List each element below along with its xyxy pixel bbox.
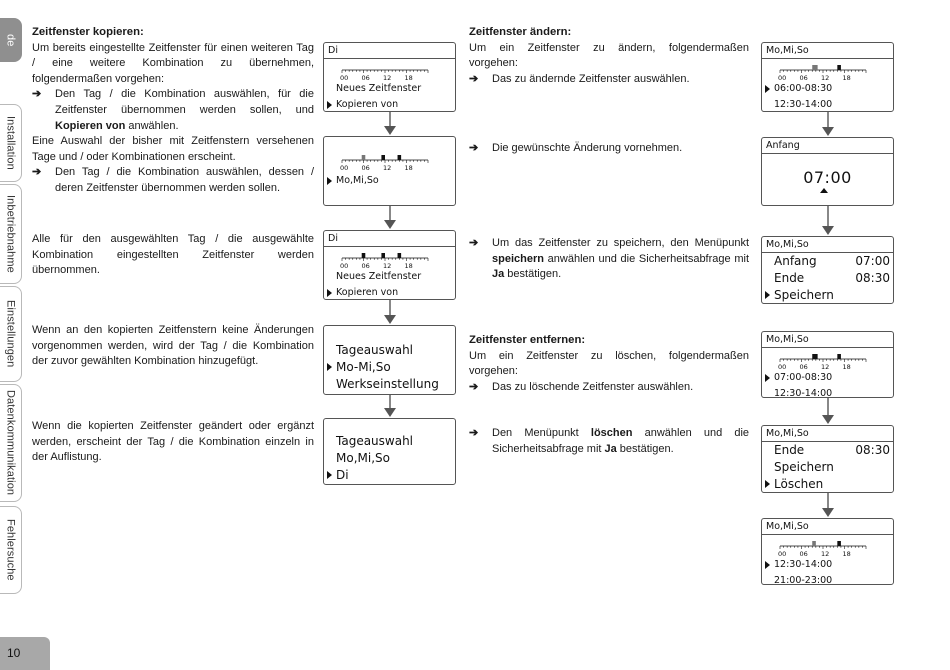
tab-de[interactable] <box>0 18 22 62</box>
heading-change: Zeitfenster ändern: <box>469 26 572 38</box>
screen-remove-1 <box>761 331 894 398</box>
change-step-3-a: Um das Zeitfenster zu speichern, den Menüpunkt <box>492 237 749 249</box>
time-value[interactable]: 07:00 <box>803 168 852 187</box>
timeline-label: 12 <box>383 74 392 82</box>
tab-inbetriebnahme-label: Inbetriebnahme <box>4 195 17 273</box>
timeline-label: 12 <box>821 363 830 371</box>
timeline-label: 12 <box>821 550 830 558</box>
copy-step-1-text <box>55 87 314 134</box>
timeline-label: 06 <box>799 550 808 558</box>
copy-para-2: Eine Auswahl der bisher mit Zeitfenstern versehenen Tage und / oder Kombinationen erscheint. <box>32 135 314 163</box>
remove-step-2-text <box>492 426 749 457</box>
timeline-segment <box>398 155 402 160</box>
row-label: Ende <box>774 443 805 457</box>
screen-row-selected[interactable]: Di <box>324 467 455 484</box>
copy-step-2-text: Den Tag / die Kombination auswählen, dessen / deren Zeitfenster übernommen werden sollen. <box>55 166 314 194</box>
screen-copy-5 <box>323 418 456 485</box>
change-step-1 <box>469 72 749 88</box>
screen-row-ende[interactable] <box>762 270 893 287</box>
screen-change-3 <box>761 236 894 304</box>
timeline-label: 00 <box>778 550 787 558</box>
timeline <box>764 537 874 559</box>
copy-para-5: Wenn die kopierten Zeitfenster geändert oder ergänzt werden, erscheint der Tag / die Kombination einzeln in der Auflistung. <box>32 420 314 464</box>
screen-change-1 <box>761 42 894 112</box>
tab-datenkommunikation-label: Datenkommunikation <box>4 390 17 496</box>
page-number <box>0 637 50 670</box>
timeline <box>326 61 436 83</box>
flow-arrow-down-icon <box>821 493 835 518</box>
change-step-3-b: anwählen und die Sicherheitsabfrage mit <box>543 252 749 265</box>
remove-step-2-bold: löschen <box>590 427 633 439</box>
right-text-1 <box>469 25 749 87</box>
copy-step-2 <box>32 165 314 196</box>
timeline-label: 18 <box>842 550 851 558</box>
screen-row-selected[interactable]: 06:00-08:30 <box>762 81 893 97</box>
arrow-right-icon: ➔ <box>469 142 479 154</box>
screen-remove-2 <box>761 425 894 493</box>
copy-para-3: Alle für den ausgewählten Tag / die ausgewählte Kombination eingestellten Zeitfenster werden übernommen. <box>32 233 314 277</box>
arrow-right-icon: ➔ <box>469 380 479 393</box>
row-value: 07:00 <box>855 254 890 268</box>
timeline <box>764 61 874 83</box>
timeline-label: 12 <box>383 164 392 172</box>
screen-row[interactable]: Mo,Mi,So <box>336 451 390 465</box>
screen-row-speichern[interactable]: Speichern <box>762 287 893 304</box>
timeline-segment <box>398 253 402 258</box>
timeline-segment <box>812 65 817 70</box>
screen-copy-3 <box>323 230 456 300</box>
arrow-right-icon: ➔ <box>32 166 42 179</box>
remove-step-2-b: anwählen und die Sicherheitsabfrage mit <box>492 427 750 455</box>
timeline <box>764 350 874 372</box>
timeline-label: 18 <box>404 262 413 270</box>
row-value: 08:30 <box>855 443 890 457</box>
timeline-label: 12 <box>821 74 830 82</box>
screen-title: Mo,Mi,So <box>762 237 893 253</box>
screen-row[interactable]: Tageauswahl <box>336 434 414 448</box>
right-text-2 <box>469 333 749 395</box>
tab-fehlersuche[interactable] <box>0 506 22 594</box>
change-step-3-text <box>492 236 749 283</box>
timeline-label: 06 <box>799 74 808 82</box>
remove-step-2-a: Den Menüpunkt <box>492 427 591 439</box>
cursor-caret-icon <box>820 188 828 193</box>
change-step-1-text: Das zu ändernde Zeitfenster auswählen. <box>492 72 690 85</box>
timeline-segment <box>381 155 385 160</box>
screen-title: Mo,Mi,So <box>762 332 893 348</box>
timeline-label: 18 <box>404 164 413 172</box>
timeline-label: 00 <box>340 164 349 172</box>
timeline-label: 06 <box>361 262 370 270</box>
timeline-label: 00 <box>778 74 787 82</box>
remove-step-1-text: Das zu löschende Zeitfenster auswählen. <box>492 380 694 393</box>
tab-installation[interactable] <box>0 104 22 182</box>
remove-intro: Um ein Zeitfenster zu löschen, folgendermaßen vorgehen: <box>469 349 749 378</box>
screen-title: Mo,Mi,So <box>762 43 893 59</box>
screen-remove-3 <box>761 518 894 585</box>
flow-arrow-down-icon <box>821 398 835 425</box>
screen-copy-4 <box>323 325 456 395</box>
tab-einstellungen[interactable] <box>0 286 22 382</box>
screen-row[interactable]: 21:00-23:00 <box>774 575 833 585</box>
screen-row[interactable]: 12:30-14:00 <box>774 388 833 398</box>
timeline-segment <box>362 155 366 160</box>
screen-row[interactable]: Werkseinstellung <box>336 377 439 391</box>
screen-row-selected[interactable]: Mo-Mi,So <box>324 359 455 376</box>
arrow-right-icon: ➔ <box>469 237 479 249</box>
tab-installation-label: Installation <box>4 116 17 170</box>
flow-arrow-down-icon <box>383 206 397 230</box>
tab-fehlersuche-label: Fehlersuche <box>4 519 17 581</box>
flow-arrow-down-icon <box>383 112 397 136</box>
tab-inbetriebnahme[interactable] <box>0 184 22 284</box>
timeline <box>326 249 436 271</box>
flow-arrow-down-icon <box>383 395 397 418</box>
timeline-label: 12 <box>383 262 392 270</box>
row-value: 08:30 <box>855 271 890 285</box>
page-number-label: 10 <box>7 646 21 660</box>
heading-copy: Zeitfenster kopieren: <box>32 26 144 38</box>
timeline-label: 06 <box>799 363 808 371</box>
screen-copy-2 <box>323 136 456 206</box>
screen-row[interactable]: 12:30-14:00 <box>774 99 833 110</box>
screen-title: Anfang <box>762 138 893 154</box>
change-step-2 <box>469 141 749 157</box>
screen-title: Mo,Mi,So <box>762 426 893 442</box>
remove-step-2-bold2: Ja <box>604 442 617 455</box>
timeline-label: 00 <box>340 262 349 270</box>
timeline <box>326 151 436 173</box>
copy-intro: Um bereits eingestellte Zeitfenster für einen weiteren Tag / eine weitere Kombination zu übernehmen, folgendermaßen vorgehen: <box>32 41 314 85</box>
row-label: Anfang <box>774 254 817 268</box>
change-step-3-c: bestätigen. <box>504 268 562 281</box>
screen-row[interactable]: Tageauswahl <box>336 343 414 357</box>
screen-row-selected[interactable]: Kopieren von <box>324 97 455 112</box>
timeline-segment <box>837 354 841 359</box>
screen-row-anfang[interactable] <box>762 253 893 270</box>
arrow-right-icon: ➔ <box>32 88 42 101</box>
flow-arrow-down-icon <box>383 300 397 325</box>
timeline-label: 18 <box>404 74 413 82</box>
change-step-3 <box>469 236 749 283</box>
copy-step-1-a: Den Tag / die Kombination auswählen, für die Zeitfenster übernommen werden sollen, und <box>55 88 314 116</box>
timeline-label: 00 <box>340 74 349 82</box>
screen-row-loeschen[interactable]: Löschen <box>762 476 893 493</box>
screen-row-selected[interactable]: Mo,Mi,So <box>324 173 455 189</box>
timeline-segment <box>381 253 385 258</box>
screen-row-selected[interactable]: 12:30-14:00 <box>762 557 893 573</box>
screen-row-selected[interactable]: 07:00-08:30 <box>762 370 893 386</box>
screen-row-selected[interactable]: Kopieren von <box>324 285 455 300</box>
screen-row-speichern[interactable]: Speichern <box>774 460 834 474</box>
timeline-segment <box>837 65 841 70</box>
timeline-segment <box>362 253 366 258</box>
timeline-label: 06 <box>361 74 370 82</box>
change-step-2-text: Die gewünschte Änderung vornehmen. <box>492 142 683 154</box>
remove-step-1 <box>469 380 749 396</box>
screen-title: Mo,Mi,So <box>762 519 893 535</box>
copy-step-1 <box>32 87 314 134</box>
screen-row[interactable]: Neues Zeitfenster <box>336 83 422 94</box>
flow-arrow-down-icon <box>821 112 835 137</box>
row-label: Ende <box>774 271 805 285</box>
tab-datenkommunikation[interactable] <box>0 384 22 502</box>
copy-step-1-b: anwählen. <box>125 119 179 132</box>
tab-einstellungen-label: Einstellungen <box>4 300 17 368</box>
timeline-label: 00 <box>778 363 787 371</box>
timeline-segment <box>812 354 817 359</box>
screen-title: Di <box>324 231 455 247</box>
copy-step-1-bold: Kopieren von <box>55 119 126 132</box>
change-step-3-bold2: Ja <box>492 268 505 281</box>
change-intro: Um ein Zeitfenster zu ändern, folgendermaßen vorgehen: <box>469 41 749 70</box>
remove-step-2 <box>469 426 749 457</box>
remove-step-2-c: bestätigen. <box>616 442 674 455</box>
heading-remove: Zeitfenster entfernen: <box>469 334 586 346</box>
screen-copy-1 <box>323 42 456 112</box>
timeline-label: 18 <box>842 74 851 82</box>
screen-row-ende[interactable] <box>762 442 893 459</box>
screen-change-2 <box>761 137 894 206</box>
timeline-label: 06 <box>361 164 370 172</box>
screen-row[interactable]: Neues Zeitfenster <box>336 271 422 282</box>
flow-arrow-down-icon <box>821 206 835 236</box>
copy-para-4: Wenn an den kopierten Zeitfenstern keine Änderungen vorgenommen werden, wird der Tag / die Kombination der zuvor gewählten Kombination hinzugefügt. <box>32 324 314 368</box>
change-step-3-bold: speichern <box>492 252 544 265</box>
timeline-segment <box>837 541 841 546</box>
arrow-right-icon: ➔ <box>469 427 479 439</box>
tab-de-label: de <box>4 33 17 47</box>
screen-title: Di <box>324 43 455 59</box>
left-text-1 <box>32 25 314 197</box>
timeline-segment <box>812 541 816 546</box>
timeline-label: 18 <box>842 363 851 371</box>
arrow-right-icon: ➔ <box>469 72 479 85</box>
